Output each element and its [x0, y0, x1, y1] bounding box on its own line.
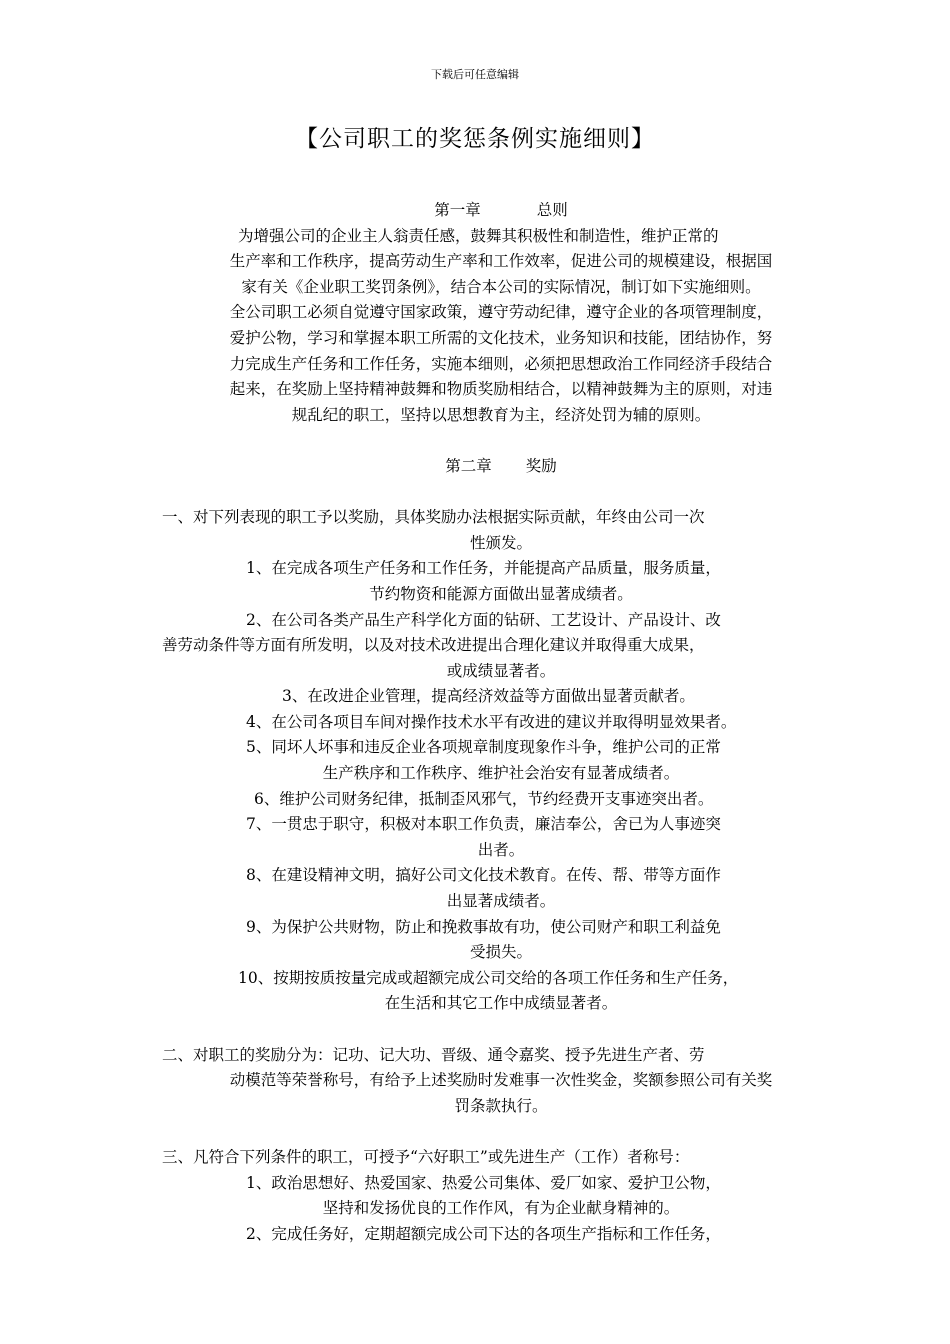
section2-line: 动模范等荣誉称号，有给予上述奖励时发难事一次性奖金，奖额参照公司有关奖 — [229, 1071, 773, 1090]
paragraph-line: 爱护公物，学习和掌握本职工所需的文化技术，业务知识和技能，团结协作，努 — [229, 328, 773, 347]
list-item-cont: 生产秩序和工作秩序、维护社会治安有显著成绩者。 — [322, 764, 680, 783]
list-item: 9、为保护公共财物，防止和挽救事故有功，使公司财产和职工利益免 — [246, 917, 721, 936]
paragraph-line: 规乱纪的职工，坚持以思想教育为主，经济处罚为辅的原则。 — [291, 405, 711, 424]
list-item: 7、一贯忠于职守，积极对本职工作负责，廉洁奉公，舍已为人事迹突 — [246, 815, 721, 834]
list-item: 5、同坏人坏事和违反企业各项规章制度现象作斗争，维护公司的正常 — [246, 738, 721, 757]
chapter1-name: 总则 — [536, 201, 568, 219]
paragraph-line: 起来，在奖励上坚持精神鼓舞和物质奖励相结合，以精神鼓舞为主的原则，对违 — [229, 380, 773, 399]
chapter2-label: 第二章 — [445, 456, 492, 475]
list-item: 1、在完成各项生产任务和工作任务，并能提高产品质量，服务质量， — [246, 559, 721, 578]
list-item-cont: 出者。 — [477, 840, 525, 859]
document-title: 【公司职工的奖惩条例实施细则】 — [295, 126, 655, 152]
list-item-cont: 或成绩显著者。 — [446, 661, 556, 680]
list-item-cont: 出显著成绩者。 — [446, 892, 556, 911]
section2-line: 罚条款执行。 — [454, 1096, 548, 1115]
section2 — [162, 1043, 840, 1120]
list-item: 2、在公司各类产品生产科学化方面的钻研、工艺设计、产品设计、改 — [246, 610, 721, 629]
list-item-cont: 受损失。 — [469, 943, 532, 962]
list-item-cont: 节约物资和能源方面做出显著成绩者。 — [369, 584, 633, 603]
chapter1-label: 第一章 — [434, 201, 481, 219]
section1 — [162, 505, 840, 1017]
section2-line: 二、对职工的奖励分为：记功、记大功、晋级、通令嘉奖、授予先进生产者、劳 — [162, 1045, 705, 1064]
list-item: 2、完成任务好，定期超额完成公司下达的各项生产指标和工作任务， — [246, 1224, 721, 1243]
chapter2-name: 奖励 — [525, 456, 557, 475]
paragraph-line: 家有关《企业职工奖罚条例》，结合本公司的实际情况，制订如下实施细则。 — [241, 277, 761, 296]
paragraph-line: 为增强公司的企业主人翁责任感，鼓舞其积极性和制造性，维护正常的 — [238, 226, 719, 245]
section3 — [162, 1145, 840, 1247]
list-item: 1、政治思想好、热爱国家、热爱公司集体、爱厂如家、爱护卫公物， — [246, 1173, 721, 1192]
paragraph-line: 力完成生产任务和工作任务，实施本细则，必须把思想政治工作同经济手段结合 — [229, 354, 773, 373]
section1-line: 一、对下列表现的职工予以奖励，具体奖励办法根据实际贡献，年终由公司一次 — [162, 508, 705, 527]
list-item-cont: 在生活和其它工作中成绩显著者。 — [384, 994, 618, 1013]
chapter1-heading — [162, 198, 840, 224]
list-item: 8、在建设精神文明，搞好公司文化技术教育。在传、帮、带等方面作 — [246, 866, 721, 885]
section3-line: 三、凡符合下列条件的职工，可授予“六好职工”或先进生产（工作）者称号： — [162, 1147, 690, 1166]
list-item: 4、在公司各项目车间对操作技术水平有改进的建议并取得明显效果者。 — [246, 712, 737, 731]
section1-line: 性颁发。 — [469, 533, 532, 552]
chapter2-heading — [162, 454, 840, 480]
paragraph-line: 生产率和工作秩序，提高劳动生产率和工作效率，促进公司的规模建设，根据国 — [229, 252, 773, 271]
list-item-cont: 善劳动条件等方面有所发明，以及对技术改进提出合理化建议并取得重大成果， — [162, 636, 705, 655]
list-item-cont: 坚持和发扬优良的工作作风，有为企业献身精神的。 — [322, 1199, 680, 1218]
document-body — [162, 198, 840, 1247]
list-item: 10、按期按质按量完成或超额完成公司交给的各项工作任务和生产任务， — [238, 968, 739, 987]
list-item: 3、在改进企业管理，提高经济效益等方面做出显著贡献者。 — [282, 687, 695, 706]
paragraph-line: 全公司职工必须自觉遵守国家政策，遵守劳动纪律，遵守企业的各项管理制度， — [229, 303, 773, 322]
header-note: 下载后可任意编辑 — [431, 68, 519, 81]
chapter1-paragraph — [162, 224, 840, 429]
list-item: 6、维护公司财务纪律，抵制歪风邪气，节约经费开支事迹突出者。 — [254, 789, 714, 808]
